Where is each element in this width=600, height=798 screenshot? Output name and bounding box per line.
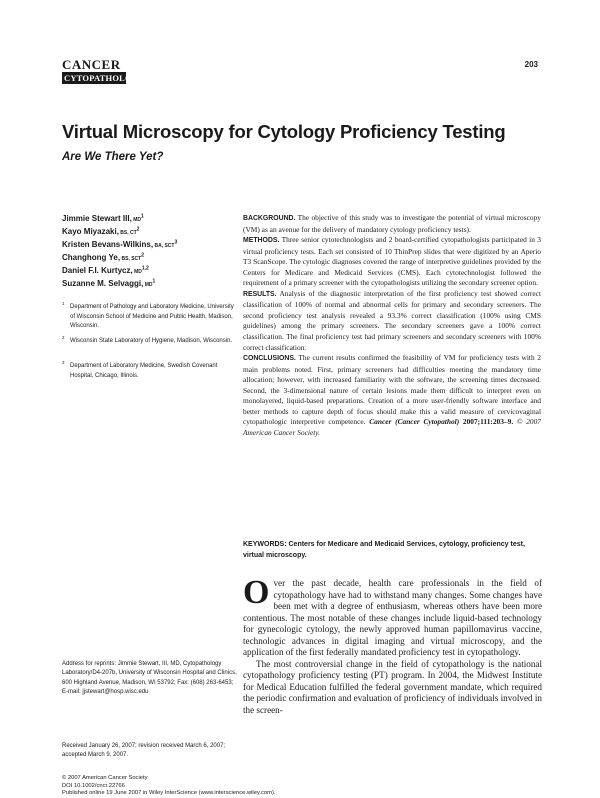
page-footer: [62, 775, 276, 798]
abstract-conclusions: CONCLUSIONS. The current results confirmed the feasibility of VM for proficiency tests with 2 main problems noted. First, primary screeners had difficulties meeting the mandatory time allocation; however, with increased familiarity with the software, the screening times decreased. Second, the 3-dimensional nature of certain lesions made them difficult to interpret even on monolayered, liquid-based preparations. Creation of a more user-friendly software interface and better methods to capture depth of focus should make this a valid measure of cervicovaginal cytopathologic interpretive competence. Cancer (Cancer Cytopathol) 2007;111:203–9. © 2007 American Cancer Society.: [243, 353, 541, 437]
reprint-address: Address for reprints: Jimmie Stewart, III, MD, Cytopathology Laboratory/D4-207b, University of Wisconsin Hospital and Clinics, 600 Highland Avenue, Madison, WI 53792; Fax: (608) 263-6453; E-mail: jjstewart@hosp.wisc.edu: [62, 661, 237, 696]
logo-cancer-text: CANCER: [62, 57, 121, 72]
author: Changhong Ye, BS, SCT$^2$: [62, 252, 144, 262]
footer-published: Published online 19 June 2007 in Wiley InterScience (www.interscience.wiley.com).: [62, 790, 276, 797]
drop-cap: O: [243, 574, 270, 611]
received-dates: Received January 26, 2007; revision received March 6, 2007; accepted March 9, 2007.: [62, 743, 226, 759]
author: Kristen Bevans-Wilkins, BA, SCT$^3$: [62, 239, 178, 249]
affiliation: 2 Wisconsin State Laboratory of Hygiene, Madison, Wisconsin.: [62, 335, 233, 344]
author: Jimmie Stewart III, $MD^1$: [62, 213, 144, 223]
keywords: KEYWORDS: Centers for Medicare and Medicaid Services, cytology, proficiency test, virtual microscopy.: [243, 541, 525, 559]
body-text: [243, 574, 542, 717]
author: Daniel F.I. Kurtycz, MD$^{1,2}$: [62, 265, 149, 275]
body-paragraph: The most controversial change in the field of cytopathology is the national cytopathology proficiency testing (PT) program. In 2004, the Midwest Institute for Medical Education fulfilled the federal government mandate, which required the periodic confirmation and evaluation of proficiency of individuals involved in the screen-: [243, 658, 542, 716]
article-title: Virtual Microscopy for Cytology Proficiency Testing: [62, 121, 506, 142]
journal-citation: Cancer (Cancer Cytopathol): [365, 417, 460, 427]
page-number: 203: [524, 60, 538, 69]
body-paragraph: Over the past decade, health care professionals in the field of cytopathology have had to withstand many changes. Some changes have been met with a degree of enthusiasm, whereas others have been more contentious. The most notable of these changes include liquid-based technology for gynecologic cytology, the newly approved human papillomavirus vaccine, technologic advances in digital imaging and virtual microscopy, and the application of the first federally mandated proficiency test in cytopathology.: [243, 574, 542, 658]
affiliation: 1 Department of Pathology and Laboratory Medicine, University of Wisconsin School of Medicine and Public Health, Madison, Wisconsin.: [62, 301, 234, 330]
abstract-results: RESULTS. Analysis of the diagnostic interpretation of the first proficiency test showed correct classification of 100% of normal and abnormal cells for primary and secondary screeners. The second proficiency test analysis revealed a 93.3% correct classification (100% using CMS guidelines) among the primary screeners. The secondary screeners gave a 100% correct classification. The final proficiency test had primary screeners and secondary screeners with 100% correct classification.: [243, 288, 541, 352]
article-subtitle: Are We There Yet?: [62, 151, 164, 163]
author: Kayo Miyazaki, BS, $CT^2$: [62, 226, 140, 236]
author: Suzanne M. Selvaggi, $MD^1$: [62, 278, 156, 288]
affiliation: 3 Department of Laboratory Medicine, Swedish Covenant Hospital, Chicago, Illinois.: [62, 360, 218, 379]
author-list: [62, 213, 232, 291]
footer-doi: DOI 10.1002/cncr.22766: [62, 782, 125, 789]
logo-cytopathology-text: CYTOPATHOLOGY: [64, 73, 145, 83]
footer-copyright: © 2007 American Cancer Society: [62, 775, 148, 781]
journal-logo: [62, 57, 145, 84]
abstract: [243, 213, 541, 438]
abstract-methods: METHODS. Three senior cytotechnologists and 2 board-certified cytopathologists participated in 3 virtual proficiency tests. Each set consisted of 10 ThinPrep slides that were digitized by an Aperio T3 ScanScope. The cytologic diagnoses covered the range of interpretive guidelines provided by the Centers for Medicare and Medicaid Services (CMS). Each cytotechnologist followed the requirement of a primary screener with the cytopathologists utilizing the secondary screener option.: [243, 235, 541, 288]
abstract-background: BACKGROUND. The objective of this study was to investigate the potential of virtual microscopy (VM) as an avenue for the delivery of mandatory cytology proficiency tests).: [243, 213, 541, 234]
